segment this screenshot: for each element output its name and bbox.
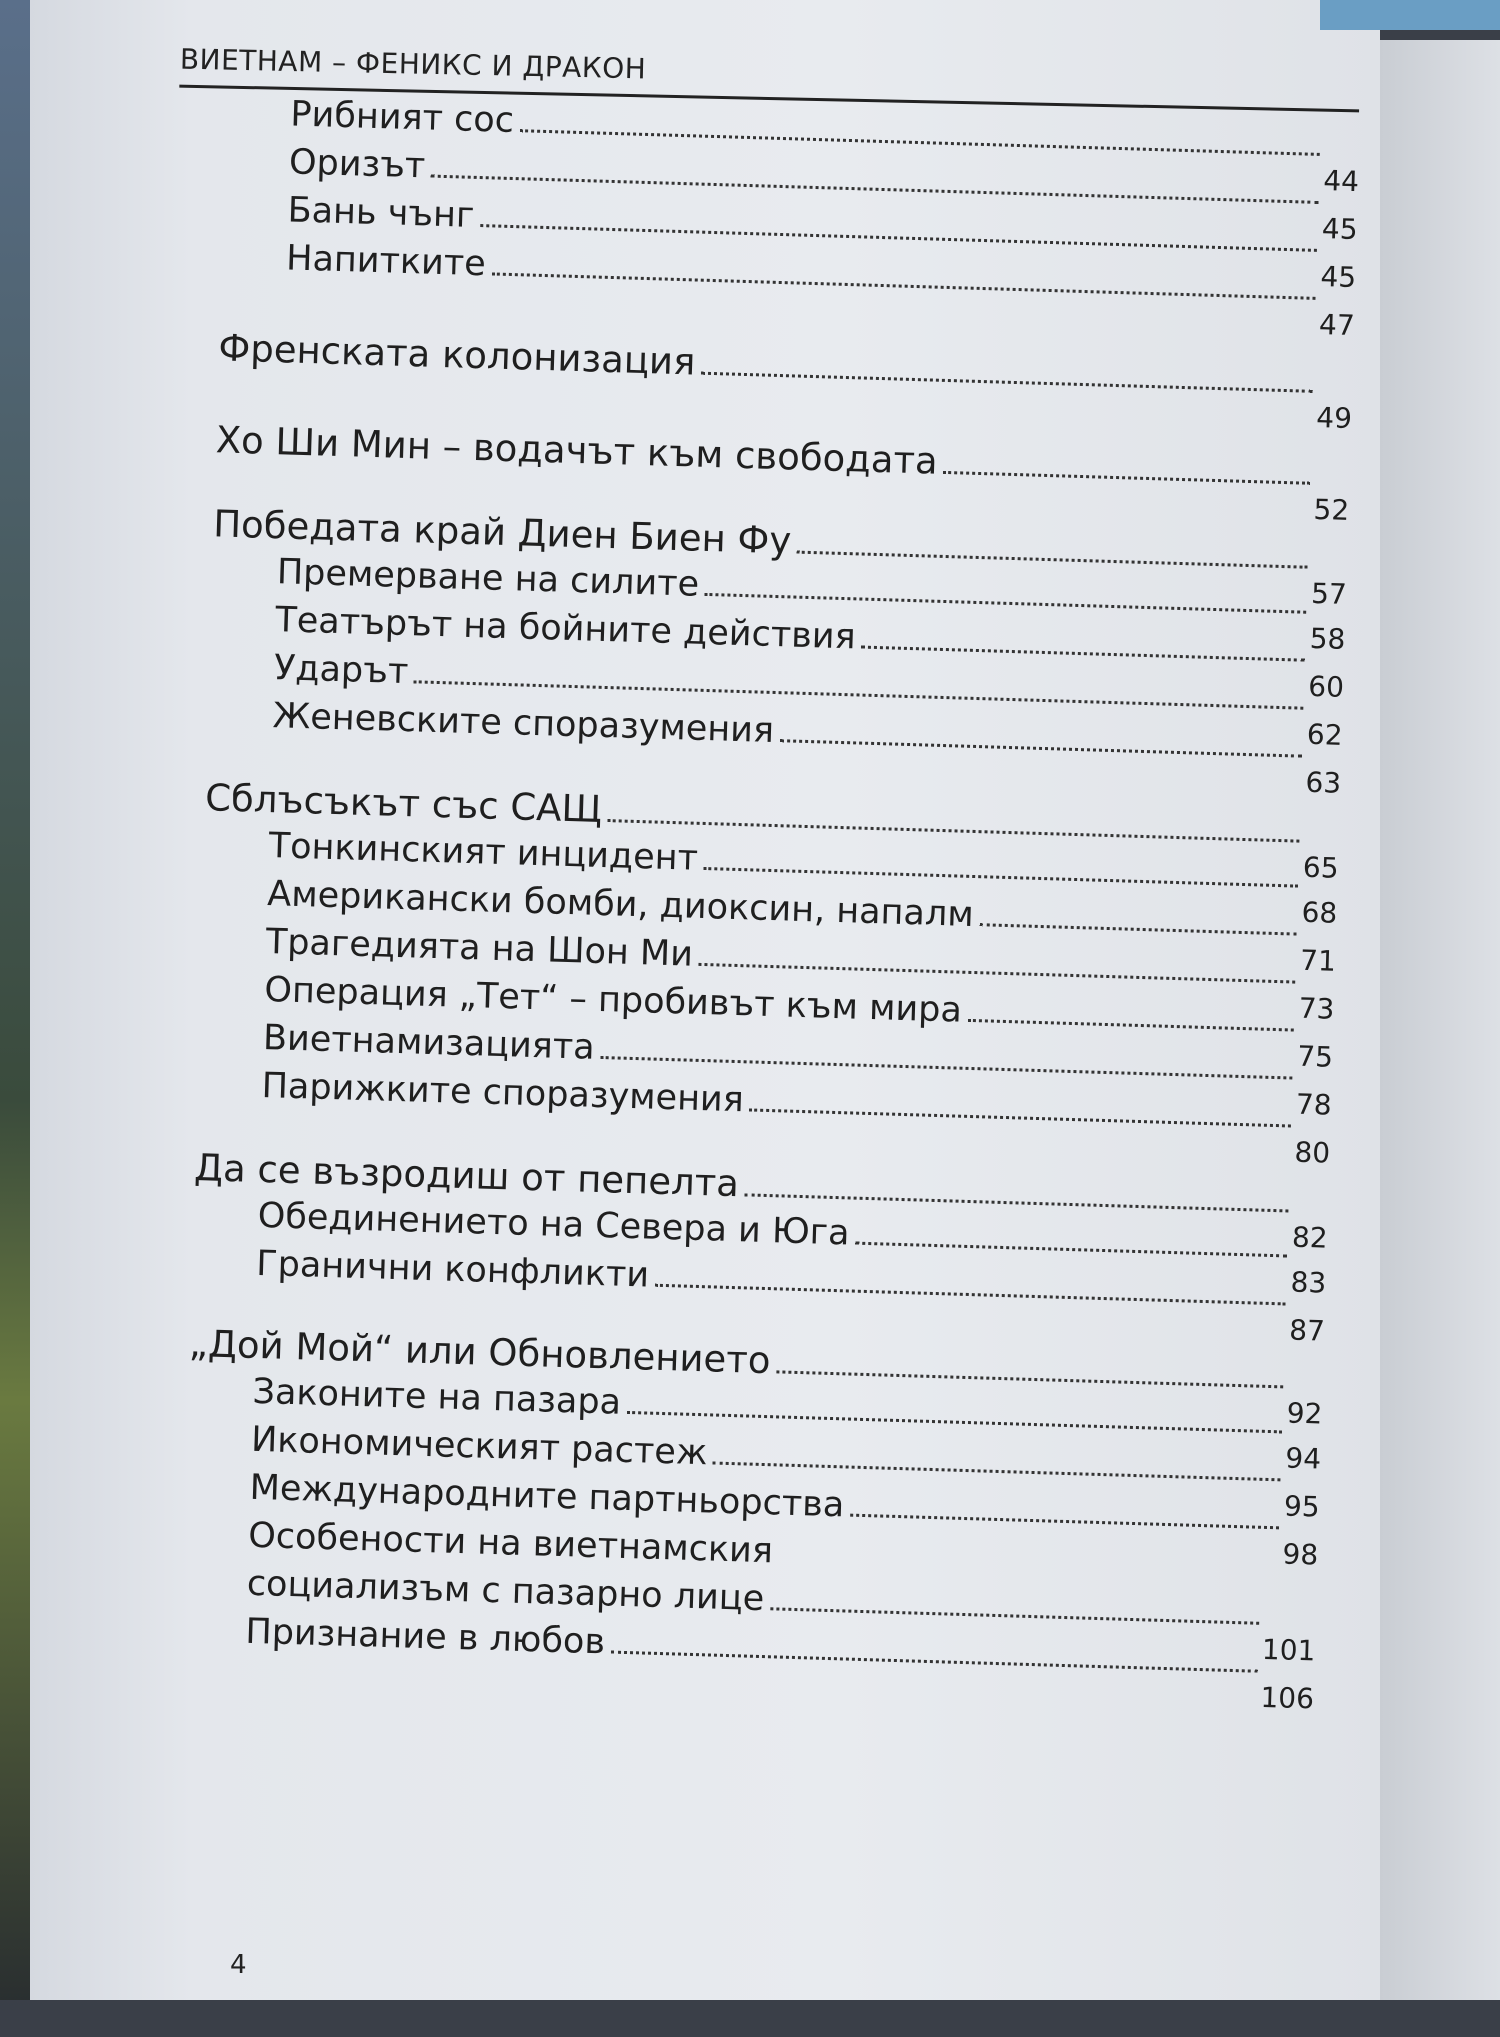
toc-entry [215,418,1351,527]
toc-entry-label: Женевските споразумения [272,696,775,751]
toc-entry-label: социализъм с пазарно лице [246,1563,765,1620]
toc-entry-leader [968,1019,1295,1032]
toc-entry-label: Тонкинският инцидент [268,826,699,879]
running-head-title: ВИЕТНАМ – ФЕНИКС И ДРАКОН [179,42,647,86]
toc-entry-label: Обединението на Севера и Юга [257,1195,851,1254]
toc-entry-label: Оризът [288,142,426,187]
toc-entry-label: Виетнамизацията [262,1017,596,1068]
toc-entry-page: 68 [1301,895,1338,930]
toc-entry-leader [776,1370,1283,1388]
toc-entry-label: Победата край Диен Биен Фу [212,502,792,563]
toc-entry-leader [701,372,1313,393]
toc-entry-page: 62 [1306,717,1344,752]
toc-entry-leader [780,739,1303,758]
toc-entry-leader [745,1193,1289,1212]
toc-entry-page: 75 [1296,1039,1334,1074]
toc-entry-leader [943,471,1310,485]
toc-entry-page: 57 [1310,576,1348,611]
toc-entry-page: 94 [1284,1441,1322,1476]
toc-entry-page: 92 [1286,1396,1323,1431]
toc-entry-label: Френската колонизация [217,326,696,384]
toc-entry-leader [699,963,1296,984]
toc-entry-page: 47 [1318,307,1356,343]
toc-entry-leader [704,867,1299,888]
toc-entry-label: Операция „Тет“ – пробивът към мира [263,970,963,1031]
toc-entry-leader [627,1411,1283,1433]
toc-entry-leader [855,1242,1287,1258]
toc-entry-label: Особености на виетнамския [247,1515,774,1572]
toc-entry-leader [749,1108,1291,1127]
toc-entry-page: 52 [1313,492,1350,527]
toc-entry-leader [491,272,1315,299]
toc-entry-page: 49 [1315,400,1353,435]
toc-entry-label: Хо Ши Мин – водачът към свободата [215,418,939,483]
toc-entry-label: Рибният сос [289,94,515,142]
toc-entry-label: Ударът [273,648,409,693]
toc-entry-page: 44 [1322,164,1360,199]
toc-entry-leader [979,923,1297,935]
page-number: 4 [230,1950,247,1980]
toc-entry-page: 106 [1260,1680,1315,1716]
toc-entry-page: 87 [1288,1313,1326,1348]
toc-entry-leader [611,1651,1258,1673]
toc-entry-page: 80 [1294,1135,1331,1170]
toc-entry-page: 83 [1290,1265,1327,1300]
toc-entry-label: Сблъсъкът със САЩ [204,776,603,831]
toc-entry-label: Гранични конфликти [255,1243,650,1296]
toc-entry-label: Американски бомби, диоксин, напалм [266,874,975,935]
toc-entry-page: 101 [1261,1632,1316,1668]
toc-entry-page: 78 [1295,1087,1333,1122]
toc-entry-page: 45 [1320,260,1357,295]
toc-entry-label: Трагедията на Шон Ми [265,922,694,975]
toc-entry-leader [770,1607,1259,1625]
toc-entry-label: Театърът на бойните действия [274,600,857,658]
toc-entry-label: Икономическият растеж [250,1419,709,1474]
toc-entry-page: 73 [1298,991,1335,1026]
toc-entry-leader [600,1056,1292,1080]
toc-entry-label: Международните партньорства [249,1467,845,1526]
toc-entry-leader [705,593,1307,614]
toc-entry-page: 95 [1283,1489,1321,1524]
toc-entry-page: 82 [1291,1220,1329,1255]
toc-entry-page: 71 [1299,943,1337,978]
toc-entry-label: Парижките споразумения [261,1065,745,1121]
toc-entry-page: 98 [1282,1537,1319,1572]
toc-entry-label: Признание в любов [244,1611,606,1663]
toc-entry-page: 58 [1309,621,1346,656]
toc-entry-label: Законите на пазара [251,1371,622,1423]
toc-entry-page: 60 [1307,669,1345,704]
toc-entry [217,326,1354,435]
toc-entry-label: Премерване на силите [276,552,700,605]
toc-entry-page: 65 [1302,850,1340,885]
toc-entry-leader [713,1462,1281,1482]
toc-entry-label: Бань чънг [287,190,475,236]
toc-entry-label: Напитките [285,238,487,285]
toc-entry-leader [797,551,1308,569]
toc-entry-label: „Дой Мой“ или Обновлението [188,1321,772,1383]
toc-entry-label: Да се възродиш от пепелта [193,1145,740,1206]
background-corner [1320,0,1500,30]
toc-entry-leader [850,1514,1279,1530]
toc-entry-page: 63 [1305,765,1342,800]
toc-entry-leader [861,646,1305,662]
toc-entry-page: 45 [1321,212,1359,247]
toc-entry-leader [655,1284,1286,1306]
